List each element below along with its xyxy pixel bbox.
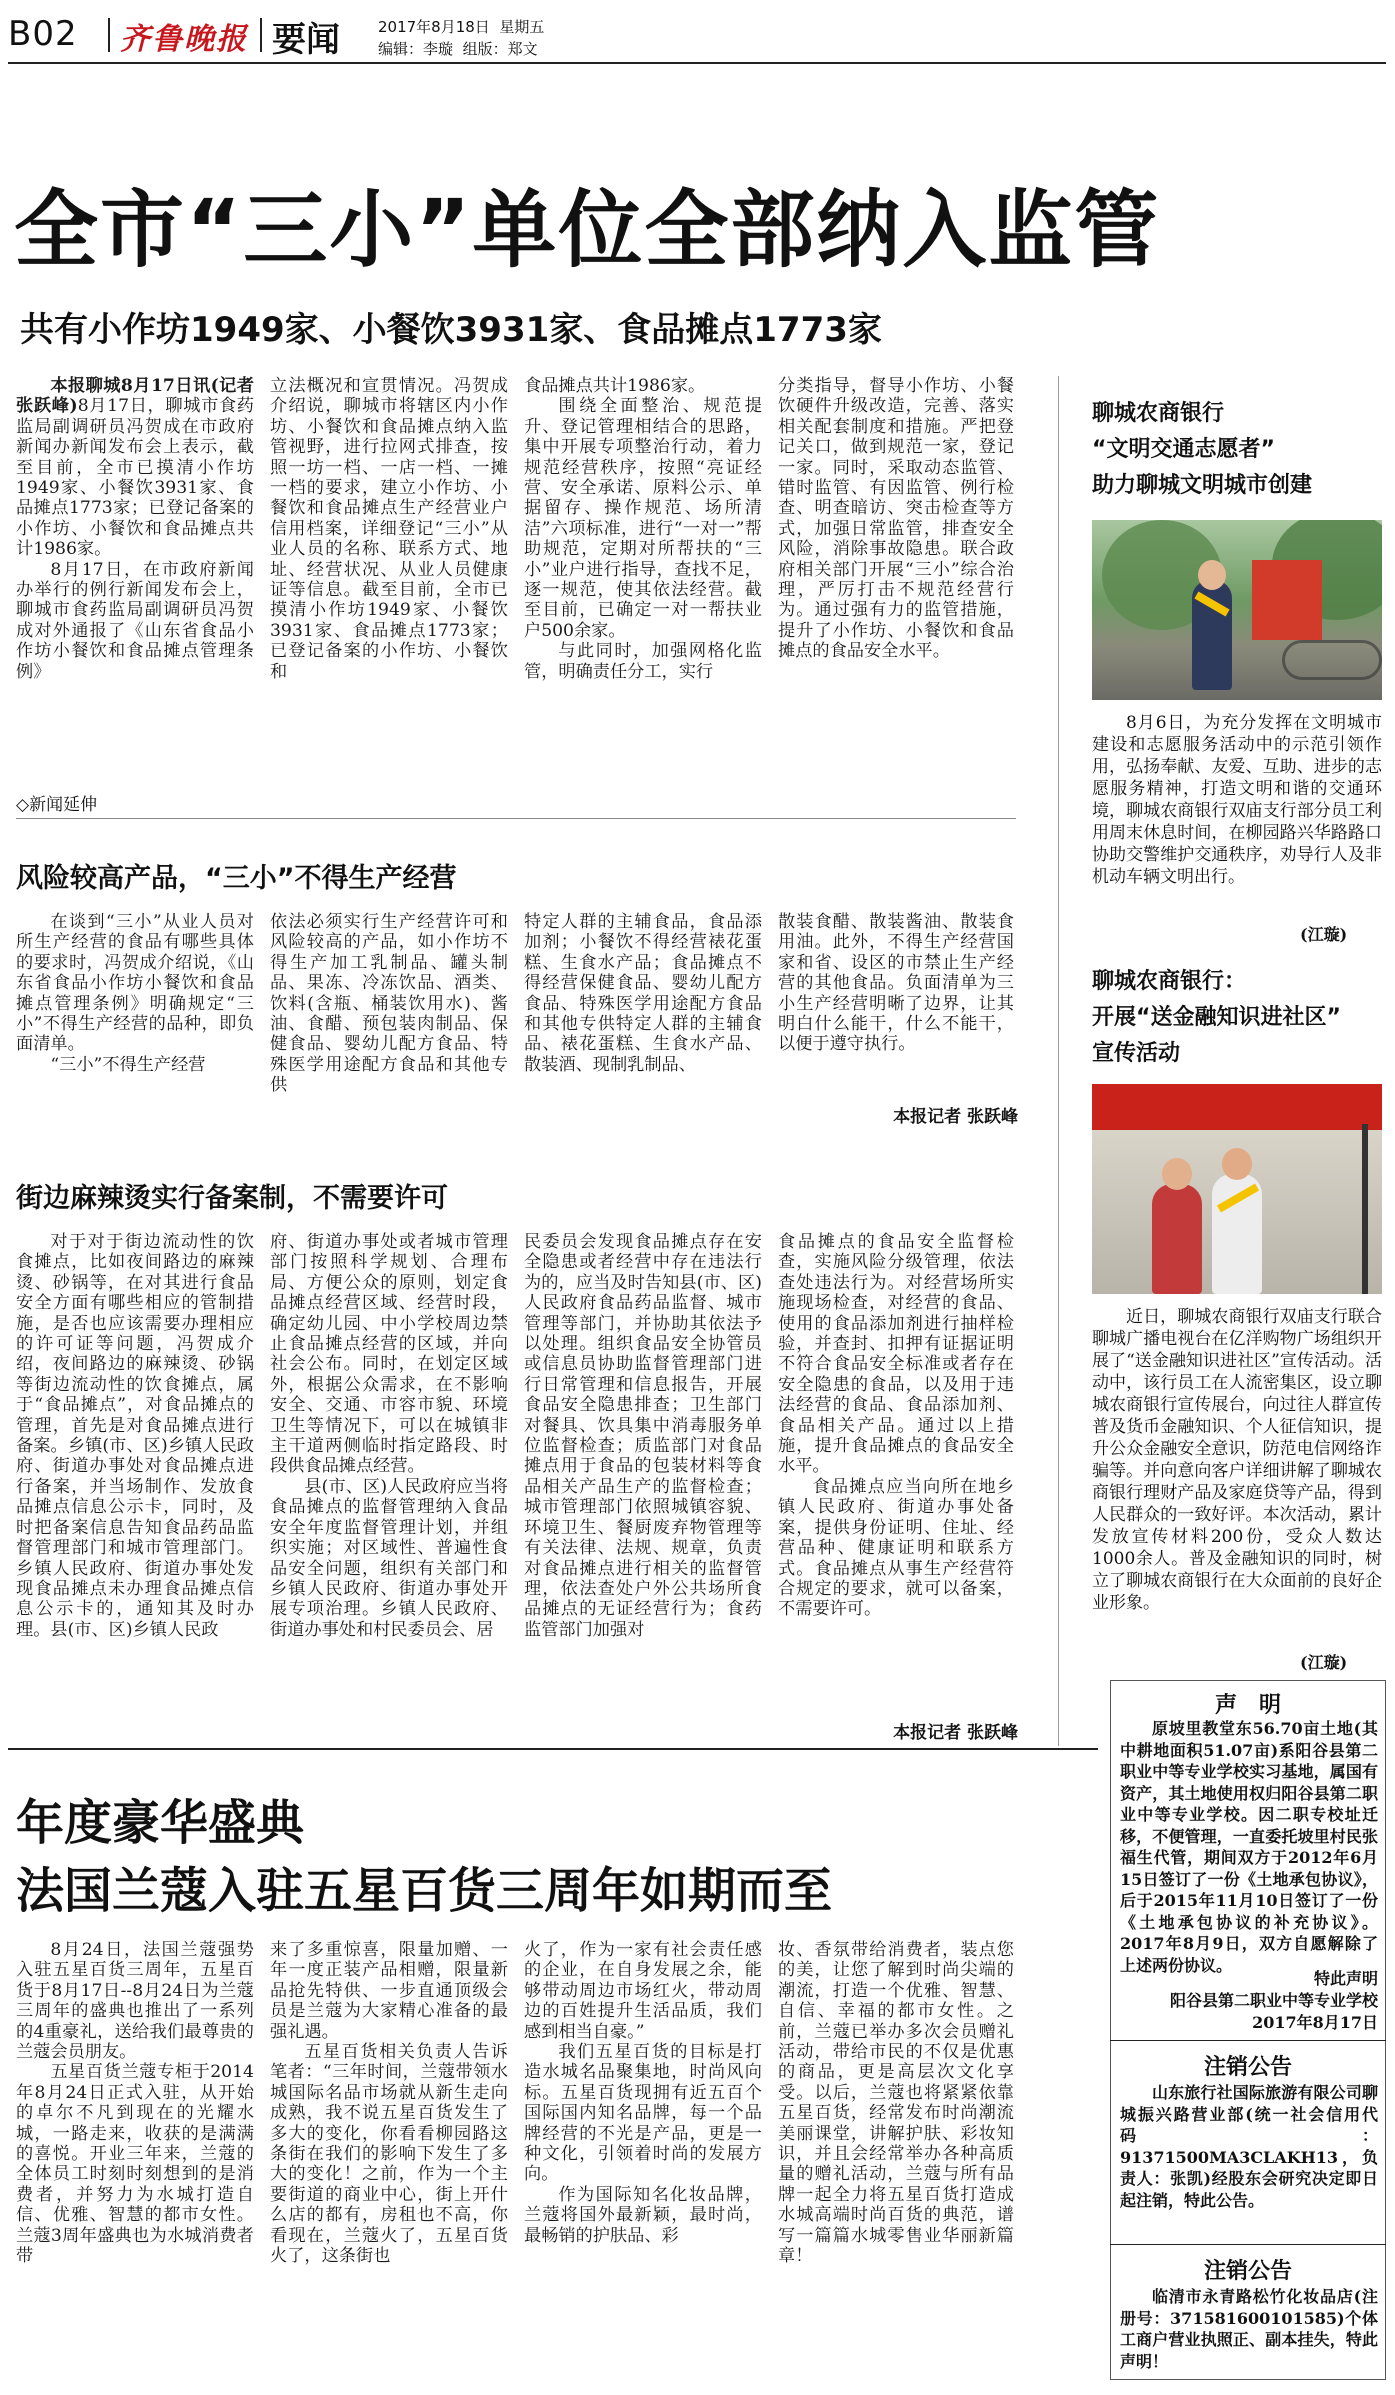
- risk-para: 散装食醋、散装酱油、散装食用油。此外，不得生产经营国家和省、设区的市禁止生产经营的其他食品。负面清单为三小生产经营明晰了边界，让其明白什么能干，什么不能干，以便于遵守执行。: [778, 912, 1014, 1055]
- bank1-caption: [1092, 712, 1382, 888]
- lead-dateline: 本报聊城8月17日讯(记者 张跃峰): [16, 376, 254, 417]
- cancel2-title: 注销公告: [1203, 2259, 1292, 2284]
- stall-para: 县(市、区)人民政府应当将食品摊点的监督管理纳入食品安全年度监督管理计划，并组织实施；对区域性、普遍性食品安全问题，组织有关部门和乡镇人民政府、街道办事处开展专项治理。乡镇人民政府、街道办事处和村民委员会、居: [270, 1476, 508, 1640]
- lead-col-3: [524, 376, 762, 682]
- lancome-para: 来了多重惊喜，限量加赠、一年一度正装产品相赠，限量新品抢先特供、一步直通顶级会员是兰蔻为大家精心准备的最强礼遇。: [270, 1940, 508, 2042]
- bank2-text: 近日，聊城农商银行双庙支行联合聊城广播电视台在亿洋购物广场组织开展了“送金融知识进社区”宣传活动。活动中，该行员工在人流密集区，设立聊城农商银行宣传展台，向过往人群宣传普及货币金融知识、个人征信知识，提升公众金融安全意识，防范电信网络诈骗等。并向意向客户详细讲解了聊城农商银行理财产品及家庭贷等产品，得到人民群众的一致好评。本次活动，累计发放宣传材料200份，受众人数达1000余人。普及金融知识的同时，树立了聊城农商银行在大众面前的良好企业形象。: [1092, 1307, 1382, 1613]
- risk-byline: 本报记者 张跃峰: [893, 1107, 1018, 1127]
- lead-para: 与此同时，加强网格化监管，明确责任分工，实行: [524, 641, 762, 682]
- risk-col-1: [16, 912, 254, 1075]
- lead-para: 分类指导，督导小作坊、小餐饮硬件升级改造，完善、落实相关配套制度和措施。严把登记关口，做到规范一家，登记一家。同时，采取动态监管、错时监管、有因监管、例行检查、明查暗访、突击检查等方式，加强日常监管，排查安全风险，消除事故隐患。联合政府相关部门开展“三小”综合治理，严厉打击不规范经营行为。通过强有力的监管措施，提升了小作坊、小餐饮和食品摊点的食品安全水平。: [778, 376, 1014, 662]
- lead-col-2: [270, 376, 508, 682]
- photo-bikes: [1282, 640, 1382, 680]
- header-divider-2: [260, 18, 262, 52]
- lead-col-1: [16, 376, 254, 682]
- notice-sign-3: 2017年8月17日: [1252, 2013, 1378, 2032]
- risk-title: 风险较高产品，“三小”不得生产经营: [16, 863, 457, 894]
- photo-tent-pole: [1362, 1124, 1368, 1294]
- lancome-col-1: [16, 1940, 254, 2267]
- photo-tent: [1092, 1084, 1382, 1130]
- risk-col-3: [524, 912, 762, 1075]
- editor: 编辑：李璇: [378, 40, 454, 58]
- bank2-headline: [1092, 964, 1382, 1072]
- bank2-caption: [1092, 1306, 1382, 1614]
- photo-person-head: [1162, 1158, 1192, 1190]
- notice-body: [1120, 1718, 1378, 1976]
- risk-para: 依法必须实行生产经营许可和风险较高的产品，如小作坊不得生产加工乳制品、罐头制品、果冻、冷冻饮品、酒类、饮料(含瓶、桶装饮用水)、酱油、食醋、预包装肉制品、保健食品、婴幼儿配方食品、特殊医学用途配方食品和其他专供: [270, 912, 508, 1096]
- lead-para: 食品摊点共计1986家。: [524, 376, 706, 396]
- notice-rule: [1110, 2040, 1386, 2041]
- cancel2-text: 临清市永青路松竹化妆品店(注册号：371581600101585)个体工商户营业执照正、副本挂失，特此声明！: [1120, 2287, 1378, 2371]
- stall-para: 民委员会发现食品摊点存在安全隐患或者经营中存在违法行为的，应当及时告知县(市、区)人民政府食品药品监督、城市管理等部门，并协助其依法予以处理。组织食品安全协管员或信息员协助监督管理部门进行日常管理和信息报告，开展食品安全隐患排查；卫生部门对餐具、饮具集中消毒服务单位监督检查；质监部门对食品摊点用于食品的包装材料等食品相关产品生产的监督检查；城市管理部门依照城镇容貌、环境卫生、餐厨废弃物管理等有关法律、法规、规章，负责对食品摊点进行相关的监督管理，依法查处户外公共场所食品摊点的无证经营行为；食药监管部门加强对: [524, 1232, 762, 1640]
- lead-title: 全市“三小”单位全部纳入监管: [14, 181, 1161, 279]
- stall-para: 食品摊点应当向所在地乡镇人民政府、街道办事处备案，提供身份证明、住址、经营品种、健康证明和联系方式。食品摊点从事生产经营符合规定的要求，就可以备案，不需要许可。: [778, 1476, 1014, 1620]
- notice-sign: [1120, 1968, 1378, 2034]
- stall-col-2: [270, 1232, 508, 1640]
- notice-sign-1: 特此声明: [1313, 1969, 1378, 1988]
- bank1-line3: 助力聊城文明城市创建: [1092, 473, 1313, 498]
- lead-subtitle: 共有小作坊1949家、小餐饮3931家、食品摊点1773家: [20, 310, 882, 350]
- stall-para: 府、街道办事处或者城市管理部门按照科学规划、合理布局、方便公众的原则，划定食品摊点经营区域、经营时段，确定幼儿园、中小学校周边禁止食品摊点经营的区域，并向社会公布。同时，在划定区域外，根据公众需求，在不影响安全、交通、市容市貌、环境卫生等情况下，可以在城镇非主干道两侧临时指定路段、时段供食品摊点经营。: [270, 1232, 508, 1477]
- bank1-headline: [1092, 396, 1382, 504]
- photo-person: [1152, 1184, 1202, 1294]
- lead-para: 围绕全面整治、规范提升、登记管理相结合的思路，集中开展专项整治行动，着力规范经营秩序，按照“亮证经营、安全承诺、原料公示、单据留存、操作规范、场所清洁”六项标准，进行“一对一”帮助规范，定期对所帮扶的“三小”业户进行指导，查找不足，逐一规范，使其依法经营。截至目前，已确定一对一帮扶业户500余家。: [524, 396, 762, 641]
- lancome-para: 火了，作为一家有社会责任感的企业，在自身发展之余，能够带动周边市场红火，带动周边的百姓提升生活品质，我们感到相当自豪。”: [524, 1940, 762, 2042]
- stall-col-3: [524, 1232, 762, 1640]
- cancel1-body: [1120, 2082, 1378, 2211]
- notice-text: 原坡里教堂东56.70亩土地(其中耕地面积51.07亩)系阳谷县第二职业中等专业学校实习基地，属国有资产，其土地使用权归阳谷县第二职业中等专业学校。因二职专校址迁移，不便管理，一直委托坡里村民张福生代管，期间双方于2012年6月15日签订了一份《土地承包协议》，后于2015年11月10日签订了一份《土地承包协议的补充协议》。2017年8月9日，双方自愿解除了上述两份协议。: [1120, 1719, 1378, 1975]
- lead-para: 立法概况和宣贯情况。冯贺成介绍说，聊城市将辖区内小作坊、小餐饮和食品摊点纳入监管视野，进行拉网式排查，按照一坊一档、一店一档、一摊一档的要求，建立小作坊、小餐饮和食品摊点生产经营业户信用档案，详细登记“三小”从业人员的名称、联系方式、地址、经营状况、从业人员健康证等信息。截至目前，全市已摸清小作坊1949家、小餐饮3931家、食品摊点1773家；已登记备案的小作坊、小餐饮和: [270, 376, 508, 682]
- lead-para: 8月17日，在市政府新闻办举行的例行新闻发布会上，聊城市食药监局副调研员冯贺成对外通报了《山东省食品小作坊小餐饮和食品摊点管理条例》: [16, 559, 254, 682]
- weekday: 星期五: [499, 18, 545, 36]
- cancel-rule: [1110, 2244, 1386, 2245]
- layout-editor: 组版：郑文: [462, 40, 538, 58]
- bank2-credit: (江璇): [1300, 1653, 1348, 1672]
- risk-para: 特定人群的主辅食品，食品添加剂；小餐饮不得经营裱花蛋糕、生食水产品；食品摊点不得经营保健食品、婴幼儿配方食品、特殊医学用途配方食品和其他专供特定人群的主辅食品、裱花蛋糕、生食水产品、散装酒、现制乳制品、: [524, 912, 762, 1075]
- lancome-col-4: [778, 1940, 1014, 2267]
- header-rule: [8, 62, 1386, 64]
- lancome-para: 五星百货兰蔻专柜于2014年8月24日正式入驻，从开始的卓尔不凡到现在的光耀水城，一路走来，收获的是满满的喜悦。开业三年来，兰蔻的全体员工时刻时刻想到的是消费者，并努力为水城打造自信、优雅、智慧的都市女性。兰蔻3周年盛典也为水城消费者带: [16, 2062, 254, 2267]
- cancel1-title: 注销公告: [1203, 2055, 1292, 2080]
- photo-person-head: [1222, 1148, 1252, 1180]
- newspaper-logo: 齐鲁晚报: [120, 22, 248, 57]
- header-divider: [108, 18, 110, 52]
- stall-para: 对于对于街边流动性的饮食摊点，比如夜间路边的麻辣烫、砂锅等，在对其进行食品安全方面有哪些相应的管制措施，是否也应该需要办理相应的许可证等问题，冯贺成介绍，夜间路边的麻辣烫、砂锅等街边流动性的饮食摊点，属于“食品摊点”，对食品摊点的管理，首先是对食品摊点进行备案。乡镇(市、区)乡镇人民政府、街道办事处对食品摊点进行备案，并当场制作、发放食品摊点信息公示卡，同时，及时把备案信息告知食品药品监督管理部门和城市管理部门。乡镇人民政府、街道办事处发现食品摊点未办理食品摊点信息公示卡的，通知其及时办理。县(市、区)乡镇人民政: [16, 1232, 254, 1640]
- bank1-line1: 聊城农商银行: [1092, 401, 1225, 426]
- lancome-title-1: 年度豪华盛典: [16, 1795, 305, 1851]
- bank2-line2: 开展“送金融知识进社区”: [1092, 1005, 1341, 1030]
- lancome-para: 作为国际知名化妆品牌，兰蔻将国外最新颖，最时尚，最畅销的护肤品、彩: [524, 2184, 762, 2246]
- risk-para: “三小”不得生产经营: [50, 1054, 206, 1075]
- news-extension-label: ◇新闻延伸: [16, 795, 98, 815]
- lead-para: 8月17日，聊城市食药监局副调研员冯贺成在市政府新闻办新闻发布会上表示，截至目前，全市已摸清小作坊1949家、小餐饮3931家、食品摊点1773家；已登记备案的小作坊、小餐饮和食品摊点共计1986家。: [16, 396, 254, 560]
- photo-person-head: [1198, 560, 1226, 590]
- lancome-para: 我们五星百货的目标是打造水城名品聚集地，时尚风向标。五星百货现拥有近五百个国际国内知名品牌，每一个品牌经营的不光是产品，更是一种文化，引领着时尚的发展方向。: [524, 2042, 762, 2185]
- section-name: 要闻: [272, 20, 340, 60]
- bank1-line2: “文明交通志愿者”: [1092, 437, 1275, 462]
- risk-col-2: [270, 912, 508, 1096]
- cancel1-text: 山东旅行社国际旅游有限公司聊城振兴路营业部(统一社会信用代码：91371500MA3CLAKH13，负责人：张凯)经股东会研究决定即日起注销，特此公告。: [1120, 2083, 1378, 2210]
- lancome-para: 五星百货相关负责人告诉笔者：“三年时间，兰蔻带领水城国际名品市场就从新生走向成熟，我不说五星百货发生了多大的变化，你看看柳园路这条街在我们的影响下发生了多大的变化！之前，作为一个主要街道的商业中心，街上开什么店的都有，房租也不高，你看现在，兰蔻火了，五星百货火了，这条街也: [270, 2042, 508, 2267]
- bank1-text: 8月6日，为充分发挥在文明城市建设和志愿服务活动中的示范引领作用，弘扬奉献、友爱、互助、进步的志愿服务精神，打造文明和谐的交通环境，聊城农商银行双庙支行部分员工利用周末休息时间，在柳园路兴华路路口协助交警维护交通秩序，劝导行人及非机动车辆文明出行。: [1092, 713, 1382, 887]
- bank1-photo: [1092, 520, 1382, 700]
- sidebar-divider: [1058, 376, 1059, 1746]
- stall-col-1: [16, 1232, 254, 1640]
- bank2-line3: 宣传活动: [1092, 1041, 1181, 1066]
- stall-byline: 本报记者 张跃峰: [893, 1723, 1018, 1743]
- section-rule: [8, 1748, 1098, 1750]
- date: 2017年8月18日: [378, 18, 490, 36]
- stall-col-4: [778, 1232, 1014, 1620]
- photo-banner: [1252, 560, 1322, 640]
- notice-sign-2: 阳谷县第二职业中等专业学校: [1169, 1991, 1378, 2010]
- lancome-para: 8月24日，法国兰蔻强势入驻五星百货三周年，五星百货于8月17日--8月24日为兰蔻三周年的盛典也推出了一系列的4重豪礼，送给我们最尊贵的兰蔻会员朋友。: [16, 1940, 254, 2063]
- stall-title: 街边麻辣烫实行备案制，不需要许可: [16, 1183, 448, 1214]
- risk-col-4: [778, 912, 1014, 1055]
- bank2-line1: 聊城农商银行：: [1092, 969, 1247, 994]
- notice-title: 声 明: [1214, 1693, 1281, 1718]
- lancome-para: 妆、香氛带给消费者，装点您的美，让您了解到时尚尖端的潮流，打造一个优雅、智慧、自信、幸福的都市女性。之前，兰蔻已举办多次会员赠礼活动，带给市民的不仅是优惠的商品，更是高层次文化享受。以后，兰蔻也将紧紧依靠五星百货，经常发布时尚潮流美丽课堂，讲解护肤、彩妆知识，并且会经常举办各种高质量的赠礼活动，兰蔻与所有品牌一起全力将五星百货打造成水城高端时尚百货的典范，谱写一篇篇水城零售业华丽新篇章！: [778, 1940, 1014, 2267]
- editor-credits: [378, 38, 538, 59]
- bank2-photo: [1092, 1084, 1382, 1294]
- bank1-credit: (江璇): [1300, 925, 1348, 944]
- lancome-col-3: [524, 1940, 762, 2246]
- issue-date: [378, 16, 544, 37]
- ext-rule: [16, 818, 1016, 819]
- page-number: B02: [8, 14, 78, 54]
- lancome-title-2: 法国兰蔻入驻五星百货三周年如期而至: [16, 1863, 833, 1919]
- stall-para: 食品摊点的食品安全监督检查，实施风险分级管理，依法查处违法行为。对经营场所实施现场检查，对经营的食品、使用的食品添加剂进行抽样检验，并查封、扣押有证据证明不符合食品安全标准或者存在安全隐患的食品，以及用于违法经营的食品、食品添加剂、食品相关产品。通过以上措施，提升食品摊点的食品安全水平。: [778, 1232, 1014, 1477]
- risk-para: 在谈到“三小”从业人员对所生产经营的食品有哪些具体的要求时，冯贺成介绍说，《山东省食品小作坊小餐饮和食品摊点管理条例》明确规定“三小”不得生产经营的品种，即负面清单。: [16, 912, 254, 1055]
- lead-col-4: [778, 376, 1014, 662]
- cancel2-body: [1120, 2286, 1378, 2372]
- lancome-col-2: [270, 1940, 508, 2267]
